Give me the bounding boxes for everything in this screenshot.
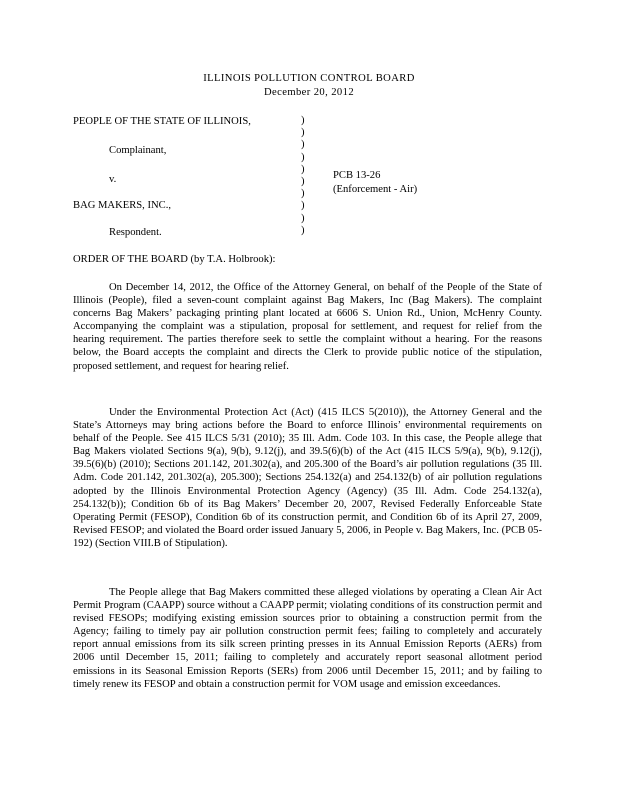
caption-bracket [301,115,311,237]
complainant-label: Complainant, [109,145,167,156]
paren-mark: ) [301,151,305,163]
paren-mark: ) [301,115,305,126]
respondent-label: Respondent. [109,227,162,238]
plaintiff-name: PEOPLE OF THE STATE OF ILLINOIS, [73,116,251,127]
case-number: PCB 13-26 [333,170,381,181]
paren-mark: ) [301,188,305,200]
versus-label: v. [109,174,117,185]
document-header [0,72,618,100]
paren-mark: ) [301,139,305,151]
order-heading: ORDER OF THE BOARD (by T.A. Holbrook): [73,254,276,265]
paren-mark: ) [301,163,305,175]
board-name: ILLINOIS POLLUTION CONTROL BOARD [203,73,415,84]
paragraph-alleged-violations: The People allege that Bag Makers committed these alleged violations by operating a Clean Air Act Permit Program (CAAPP) source without a CAAPP permit; violating conditions of its construction permit and revised FESOPs; modifying existing emission sources prior to obtaining a construction permit from the Agency; failing to timely pay air pollution construction permit fees; failing to completely and accurately report annual emissions from its silk screen printing presses in its Annual Emission Reports (AERs) from 2006 until December 15, 2011; failing to completely and accurately report seasonal allotment period emissions in its Seasonal Emission Reports (SERs) from 2006 until December 15, 2011; and by failing to timely renew its FESOP and obtain a construction permit for VOM usage and emission exceedances. [73,587,542,690]
paren-mark: ) [301,212,305,224]
case-type: (Enforcement - Air) [333,184,418,195]
paren-mark: ) [301,224,305,236]
paren-mark: ) [301,127,305,139]
paragraph-complaint-summary: On December 14, 2012, the Office of the Attorney General, on behalf of the People of the State of Illinois (People), filed a seven-count complaint against Bag Makers, Inc (Bag Makers). The complaint concerns Bag Makers’ packaging printing plant located at 6606 S. Union Rd., Union, McHenry County. Accompanying the complaint was a stipulation, proposal for settlement, and request for relief from the hearing requirement. The parties therefore seek to settle the complaint without a hearing. For the reasons below, the Board accepts the complaint and directs the Clerk to provide public notice of the stipulation, proposed settlement, and request for hearing relief. [73,282,542,372]
paren-mark: ) [301,175,305,187]
defendant-name: BAG MAKERS, INC., [73,200,172,211]
case-caption [73,115,543,245]
order-date: December 20, 2012 [263,87,355,98]
paragraph-legal-basis: Under the Environmental Protection Act (Act) (415 ILCS 5(2010)), the Attorney General and the State’s Attorneys may bring actions before the Board to enforce Illinois’ environmental requirements on behalf of the People. See 415 ILCS 5/31 (2010); 35 Ill. Adm. Code 103. In this case, the People allege that Bag Makers violated Sections 9(a), 9(b), 9.12(j), and 39.5(6)(b) of the Act (415 ILCS 5/9(a), 9(b), 9.12(j), 39.5(6)(b) (2010); Sections 201.142, 201.302(a), and 205.300 of the Board’s air pollution regulations (35 Ill. Adm. Code 201.142, 201.302(a), 205.300); Sections 254.132(a) and 254.132(b) of air pollution regulations adopted by the Illinois Environmental Protection Agency (Agency) (35 Ill. Adm. Code 254.132(a), 254.132(b)); Condition 6b of its Bag Makers’ December 20, 2007, Revised Federally Enforceable State Operating Permit (FESOP), Condition 6b of its construction permit, and Condition 6b of its April 27, 2009, Revised FESOP; and violated the Board order issued January 5, 2006, in People v. Bag Makers, Inc. (PCB 05-192) (Section VIII.B of Stipulation). [73,407,542,549]
paren-mark: ) [301,200,305,212]
